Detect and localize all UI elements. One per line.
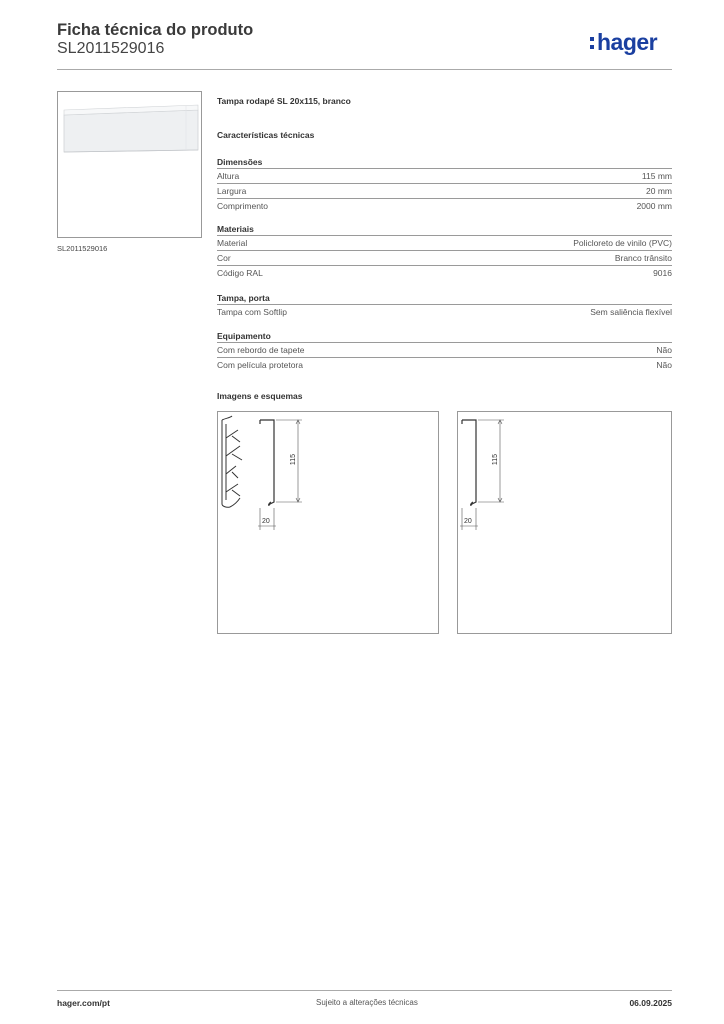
page-title: Ficha técnica do produto bbox=[57, 21, 254, 39]
spec-row bbox=[217, 183, 672, 198]
images-title: Imagens e esquemas bbox=[217, 391, 303, 401]
spec-value: Branco trânsito bbox=[614, 253, 672, 263]
spec-key: Comprimento bbox=[217, 201, 269, 211]
spec-key: Código RAL bbox=[217, 268, 263, 278]
logo-dot-icon bbox=[590, 37, 594, 41]
product-caption: SL2011529016 bbox=[57, 244, 108, 253]
group-title-dimensoes: Dimensões bbox=[217, 157, 263, 167]
product-photo-icon bbox=[58, 92, 203, 239]
height-dimension-label: 115 bbox=[290, 453, 298, 466]
spec-key: Tampa com Softlip bbox=[217, 307, 287, 317]
spec-row bbox=[217, 235, 672, 250]
diagram-1 bbox=[217, 411, 439, 634]
spec-key: Altura bbox=[217, 171, 240, 181]
product-photo bbox=[57, 91, 202, 238]
spec-value: Policloreto de vinilo (PVC) bbox=[573, 238, 672, 248]
spec-row bbox=[217, 250, 672, 265]
footer-date: 06.09.2025 bbox=[629, 998, 672, 1008]
spec-key: Com rebordo de tapete bbox=[217, 345, 305, 355]
group-title-materiais: Materiais bbox=[217, 224, 254, 234]
spec-value: Sem saliência flexível bbox=[590, 307, 672, 317]
width-dimension-label: 20 bbox=[262, 518, 270, 525]
spec-value: Não bbox=[656, 345, 672, 355]
spec-row bbox=[217, 304, 672, 319]
spec-row bbox=[217, 357, 672, 372]
logo-text: hager bbox=[597, 29, 658, 55]
spec-value: 115 mm bbox=[641, 171, 672, 181]
width-dimension-label: 20 bbox=[464, 518, 472, 525]
spec-value: Não bbox=[656, 360, 672, 370]
spec-row bbox=[217, 342, 672, 357]
spec-key: Com película protetora bbox=[217, 360, 303, 370]
spec-key: Largura bbox=[217, 186, 247, 196]
website-link[interactable]: hager.com/pt bbox=[57, 998, 110, 1008]
product-name: Tampa rodapé SL 20x115, branco bbox=[217, 96, 351, 106]
diagram-2 bbox=[457, 411, 672, 634]
footer-disclaimer: Sujeito a alterações técnicas bbox=[316, 998, 418, 1007]
group-title-equipamento: Equipamento bbox=[217, 331, 271, 341]
height-dimension-label: 115 bbox=[492, 453, 500, 466]
logo-dot-icon bbox=[590, 45, 594, 49]
product-code: SL2011529016 bbox=[57, 40, 165, 57]
spec-value: 20 mm bbox=[646, 186, 672, 196]
profile-diagram-icon bbox=[458, 412, 673, 635]
spec-subtitle: Características técnicas bbox=[217, 130, 315, 140]
spec-row bbox=[217, 168, 672, 183]
hager-logo bbox=[590, 28, 680, 58]
header-divider bbox=[57, 69, 672, 70]
group-title-tampa-porta: Tampa, porta bbox=[217, 293, 270, 303]
spec-key: Material bbox=[217, 238, 248, 248]
spec-key: Cor bbox=[217, 253, 231, 263]
spec-value: 9016 bbox=[653, 268, 672, 278]
footer-divider bbox=[57, 990, 672, 991]
spec-row bbox=[217, 198, 672, 213]
spec-value: 2000 mm bbox=[636, 201, 672, 211]
cross-section-diagram-icon bbox=[218, 412, 440, 635]
spec-row bbox=[217, 265, 672, 280]
